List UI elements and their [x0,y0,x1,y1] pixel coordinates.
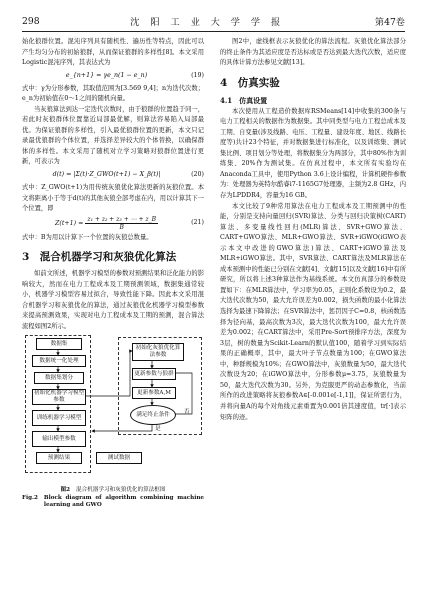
paragraph: 式中：γ为分形参数，其取值范围为[3.569 9,4]；n为迭代次数；e_n为初始值在0～1之间的随机向量。 [22,84,204,103]
figure-2-flowchart [22,335,204,485]
section-heading-4: 4 仿真实验 [220,76,280,89]
equation-19: e_{n+1} = γe_n(1 − e_n) (19) [65,71,204,79]
paragraph: 如前文所述，机器学习模型的参数对预测结果和泛化能力的影响较大，然而在电力工程成本及工期预测领域，数据集通常较小，机器学习模型容易过拟合，导致性能下降。因此本文采用混合机器学习和灰狼优化的算法，通过灰狼优化机器学习模型参数来提高预测效果，实现对电力工程成本及工期的预测，混合算法流程如图2所示。 [22,270,205,330]
paragraph: 始化狼群位置。混沌序列具有随机性、遍历性等特点，因此可以产生均匀分布的初始狼群，从而保证狼群的多样性[8]。本文采用Logistic混沌序列，其表达式为 [22,38,204,67]
paragraph: 当灰狼算法到达一定迭代次数时，由于狼群的位置趋于同一，若此时灰狼群体位置靠近局部最优解，则算法容易陷入局部最优。为保证狼群的多样性，引入最优狼群位置的更新，本文只记录最优狼群的个体位置，并选择差异较大的个体替换，以确保群体的多样性。本文采用了随机对立学习策略对狼群位置进行更新，可表示为 [22,105,205,166]
subsection-heading-4-1: 4.1 仿真设置 [220,95,268,105]
gwo-update-wolves: 更新参数与狼群 [132,368,176,380]
running-header [22,14,405,28]
left-column [22,37,204,510]
journal-title: 沈 阳 工 业 大 学 学 报 [130,17,285,28]
caption-en-text: Block diagram of algorithm combining machine learning and GWO [43,494,204,509]
section-heading-3: 3 混合机器学习和灰狼优化算法 [22,251,177,264]
no-label: 否 [184,409,190,416]
gwo-init: 初始化灰狼优化算法参数 [132,343,184,361]
volume-label: 第47卷 [374,17,405,28]
equation-20: d(t) = |Σ(t)·Z_GWO(t+1) − X_β(t)| (20) [52,171,204,179]
step-output-params: 输出模型参数 [32,431,86,447]
gwo-termination-check: 满足终止条件 [130,405,176,425]
step-test-data: 测试数据 [96,452,142,464]
caption-cn-text: 混合机器学习和灰狼优化的算法框图 [75,487,166,494]
caption-cn-number: 图2 [60,487,70,494]
caption-en-number: Fig.2 [22,494,38,501]
step-init-ml: 初始化机器学习模型参数 [33,390,85,404]
paragraph: 本次使用从工程造价数据库RSMeans[14]中收集的300条与电力工程相关的数据作为数据集。其中同类型与电力工程总成本及工期、自变量(涉及线路、电压、工程量、建设年度、地区、线路长度等)共计23个特征，并对数据集进行标准化，以及训练集、测试集比例、项目划分等处理，将数据集分为两部分，其中80%作为训练集、20%作为测试集。在仿真过程中，本文所有实验均在Anaconda工具中，使用Python 3.6上设计编程，计算机硬件参数为：处理器为英特尔酷睿i7-1165G7处理器，主频为2.8 GHz，内存为LPDDR4，容量为16 GB。 [220,107,406,200]
step-dataset: 数据集 [36,338,82,350]
step-normalize: 数据统一化处理 [32,355,86,367]
step-split: 数据集划分 [34,372,84,384]
step-train-ml: 训练机器学习模型 [32,410,86,426]
gwo-update-am: 更新参数A,M [132,387,176,399]
header-rule [22,31,405,32]
step-predict: 预测结果 [36,452,82,464]
paragraph: 式中：Z_GWO(t+1)为用传统灰狼优化算法更新的灰狼位置。本文将距离小于等于d(t)的其他灰狼全部考虑在内，用以计算其下一个位置，即 [22,184,204,213]
paragraph: 图2中，虚线框表示灰狼优化的算法流程。灰狼优化算法部分的终止条件为其适应度是否达标或是否达到最大迭代次数，适应度的具体计算方法参见文献[13]。 [220,38,406,67]
figure-caption [22,487,204,510]
page-number: 298 [22,15,40,27]
right-column [220,37,406,423]
paragraph: 式中：B为用以计算下一个位置的灰狼总数量。 [22,233,153,241]
paragraph: 本文比较了9种常用算法在电力工程成本及工期预测中的性能，分别是支持向量回归(SVR)算法、分类与回归决策树(CART)算法、多变量线性回归(MLR)算法、SVR+GWO算法、CART+GWO算法、MLR+GWO算法、SVR+iGWO(iGWO表示本文中改进的GWO算法)算法、CART+iGWO算法及MLR+iGWO算法。其中，SVR算法、CART算法及MLR算法在成本预测中的性能已分别在文献[4]、文献[15]以及文献[16]中有所研究，所以将上述3种算法作为基线系统。本文仿真部分的参数设置如下：在MLR算法中，学习率为0.05，正则化系数设为0.2，最大迭代次数为50，最大允许误差为0.002，损失函数的最小化算法选择为最速下降算法；在SVR算法中，惩罚因子C=0.8，核函数选择为径向基，最高次数为3次，最大迭代次数为100，最大允许误差为0.002；在CART算法中，采用Pre-Sort预排序方法，深度为3层，树的数量为Scikit-Learn的默认值100，随着学习到实际结果的正确概率，其中，最大叶子节点数量为100；在GWO算法中，种群规模为10%；在GWO算法中，灰狼数量为50，最大迭代次数设为20；在iGWO算法中，分形参数μ=3.75，灰狼数量为50，最大迭代次数为30。另外，为克服更严的动态参数化，当前所作的改进策略将灰狼参数A∈[-0.001e[-1,1]]，保证所需行为，并将向量A的每个对角线元素重置为0.001倍其速度值，tr[·]表示矩阵的迹。 [220,202,406,421]
fraction: $\frac{\text{z₁ + z₂ + z₃ + ⋯ + z\_B}}{B}$ [87,216,157,232]
yes-label: 是 [155,426,161,433]
equation-21: Z(t+1) = $\frac{\text{z₁ + z₂ + z₃ + ⋯ + z\_B}}{B}$ (21) [55,216,204,232]
